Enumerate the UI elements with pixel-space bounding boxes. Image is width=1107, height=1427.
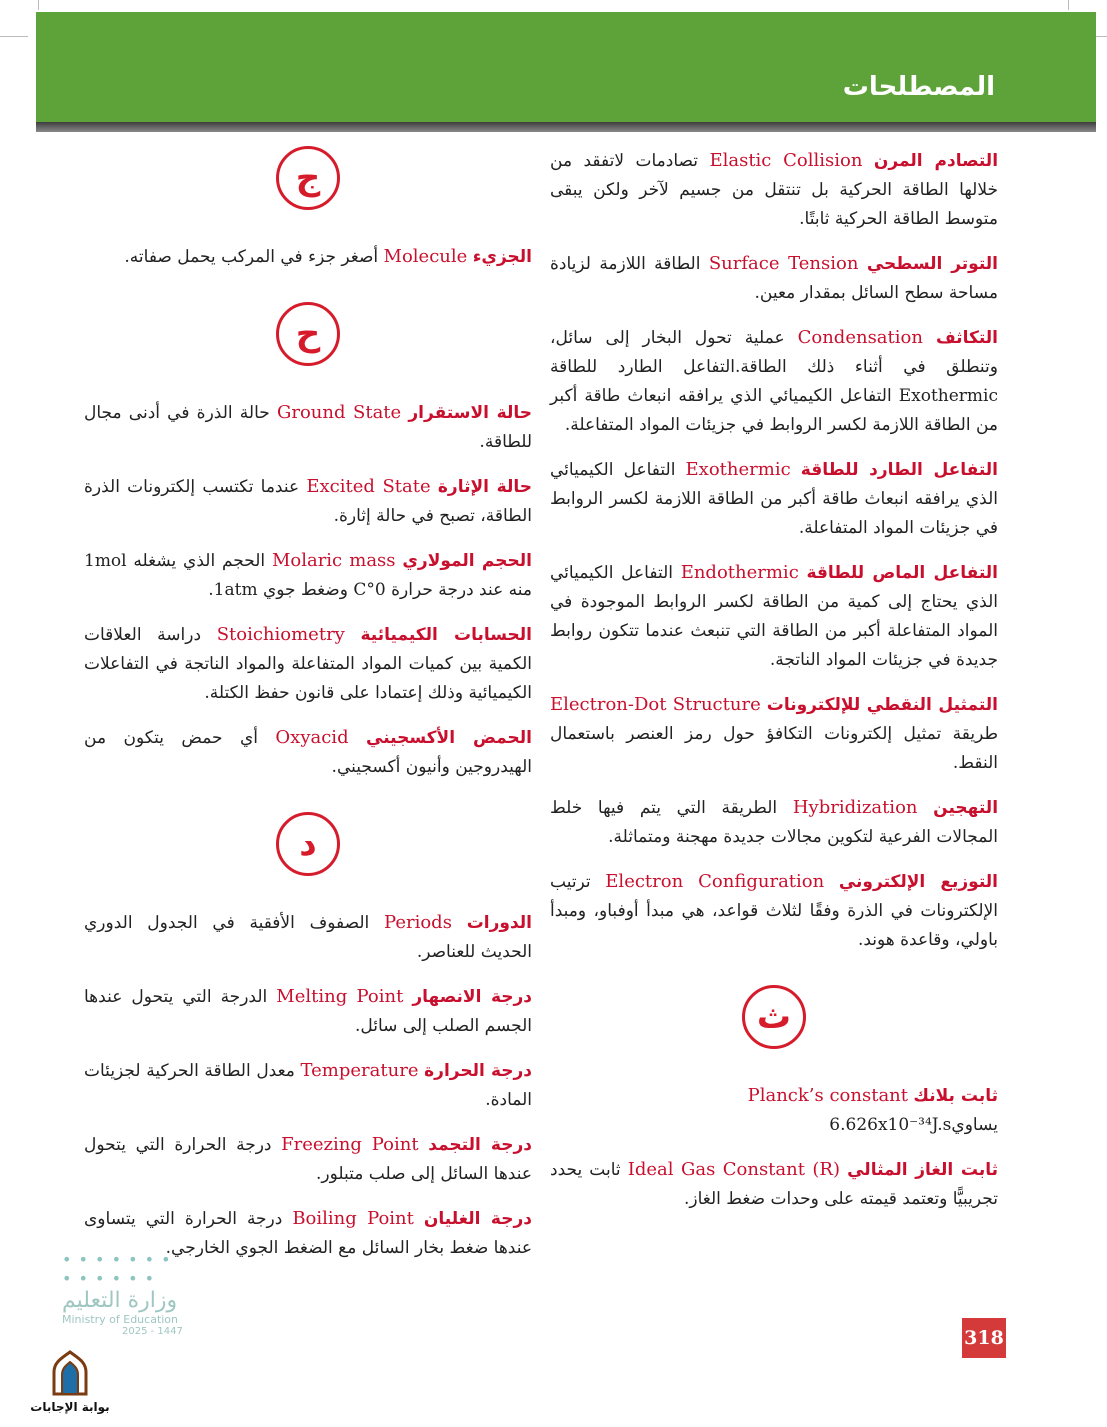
mosque-icon — [48, 1350, 92, 1396]
term-definition: تصادمات لاتفقد من خلالها الطاقة الحركية بل تنتقل من جسيم لآخر ولكن يبقى متوسط الطاقة الحركية ثابتًا. — [550, 151, 998, 229]
term-english: Endothermic — [680, 562, 799, 583]
letter-badge: ث — [742, 985, 806, 1049]
crop-mark — [1068, 0, 1069, 10]
section-letter — [84, 146, 532, 226]
page-number: 318 — [962, 1318, 1006, 1358]
glossary-entry — [550, 249, 998, 308]
term-english: Surface Tension — [708, 253, 859, 274]
term-english: Freezing Point — [281, 1134, 419, 1155]
term-english: Molecule — [383, 246, 468, 267]
glossary-entry — [550, 146, 998, 234]
crop-mark — [0, 36, 28, 37]
term-definition: الطريقة التي يتم فيها خلط المجالات الفرعية لتكوين مجالات جديدة مهجنة ومتماثلة. — [550, 798, 998, 847]
term-definition: الدرجة التي يتحول عندها الجسم الصلب إلى سائل. — [84, 987, 532, 1036]
term-arabic: التفاعل الطارد للطاقة — [800, 460, 998, 480]
site-label: بوابة الإجابات — [30, 1400, 110, 1414]
term-english: Boiling Point — [292, 1208, 414, 1229]
term-arabic: الجزيء — [472, 247, 532, 267]
term-english: Oxyacid — [275, 727, 349, 748]
ministry-year: 2025 - 1447 — [122, 1326, 183, 1337]
term-definition: أصغر جزء في المركب يحمل صفاته. — [124, 247, 379, 267]
term-english: Elastic Collision — [709, 150, 863, 171]
glossary-entry — [84, 908, 532, 967]
ministry-watermark — [62, 1250, 212, 1337]
term-arabic: التكاثف — [935, 328, 998, 348]
term-definition: التفاعل الكيميائي الذي يرافقه انبعاث طاقة أكبر من الطاقة اللازمة لكسر الروابط في جزيئات المواد المتفاعلة. — [550, 460, 998, 538]
glossary-entry — [550, 455, 998, 543]
term-arabic: درجة التجمد — [428, 1135, 532, 1155]
glossary-entry — [550, 1155, 998, 1214]
term-english: Hybridization — [792, 797, 918, 818]
term-english: Temperature — [300, 1060, 419, 1081]
section-letter — [84, 812, 532, 892]
term-arabic: الحجم المولاري — [402, 551, 532, 571]
term-english: Stoichiometry — [216, 624, 345, 645]
term-definition: حالة الذرة في أدنى مجال للطاقة. — [84, 403, 532, 452]
glossary-entry — [84, 546, 532, 605]
letter-badge: ح — [276, 302, 340, 366]
term-definition: الطاقة اللازمة لزيادة مساحة سطح السائل بمقدار معين. — [550, 254, 998, 303]
term-definition: دراسة العلاقات الكمية بين كميات المواد المتفاعلة والمواد الناتجة في التفاعلات الكيميائية وذلك إعتمادا على قانون حفظ الكتلة. — [84, 625, 532, 703]
term-definition: الحجم الذي يشغله 1mol منه عند درجة حرارة 0°C وضغط جوي 1atm. — [84, 551, 532, 600]
glossary-entry — [550, 558, 998, 675]
term-english: Periods — [384, 912, 452, 933]
term-arabic: التهجين — [933, 798, 999, 818]
term-definition: الصفوف الأفقية في الجدول الدوري الحديث للعناصر. — [84, 913, 532, 962]
term-definition: درجة الحرارة التي يتساوى عندها ضغط بخار السائل مع الضغط الجوي الخارجي. — [84, 1209, 532, 1258]
glossary-entry — [84, 723, 532, 782]
term-arabic: درجة الحرارة — [424, 1061, 533, 1081]
term-arabic: درجة الغليان — [423, 1209, 532, 1229]
term-definition: عندما تكتسب إلكترونات الذرة الطاقة، تصبح في حالة إثارة. — [84, 477, 532, 526]
glossary-entry — [550, 690, 998, 778]
term-definition: طريقة تمثيل إلكترونات التكافؤ حول رمز العنصر باستعمال النقط. — [550, 724, 998, 773]
term-arabic: التوزيع الإلكتروني — [838, 872, 998, 892]
term-definition: التفاعل الكيميائي الذي يحتاج إلى كمية من الطاقة لكسر الروابط الموجودة في المواد المتفاعلة أكبر من الطاقة التي تنبعث عندما تتكون روابط جديدة في جزيئات المواد الناتجة. — [550, 563, 998, 670]
term-arabic: الحمض الأكسجيني — [366, 728, 532, 748]
letter-badge: ج — [276, 146, 340, 210]
letter-badge: د — [276, 812, 340, 876]
ministry-logo-dots-icon: • • • • • • • • • • • • • — [62, 1250, 172, 1288]
section-letter — [84, 302, 532, 382]
term-arabic: حالة الإثارة — [437, 477, 533, 497]
term-definition: يساوي6.626x10⁻³⁴J.s — [829, 1115, 998, 1135]
glossary-entry — [84, 982, 532, 1041]
glossary-entry — [84, 1056, 532, 1115]
left-column — [84, 146, 532, 1278]
glossary-entry — [550, 793, 998, 852]
glossary-entry — [84, 1130, 532, 1189]
term-arabic: درجة الانصهار — [412, 987, 533, 1007]
site-logo — [20, 1350, 120, 1420]
term-english: Planck’s constant — [747, 1085, 909, 1106]
term-arabic: الحسابات الكيميائية — [360, 625, 533, 645]
term-arabic: ثابت بلانك — [913, 1086, 998, 1106]
term-english: Electron-Dot Structure — [550, 694, 761, 715]
header-strip — [36, 122, 1096, 132]
right-column — [550, 146, 998, 1229]
ministry-name-arabic: وزارة التعليم — [62, 1288, 178, 1313]
term-arabic: الدورات — [466, 913, 533, 933]
glossary-entry — [550, 323, 998, 440]
term-english: Excited State — [306, 476, 431, 497]
crop-mark — [38, 0, 39, 10]
glossary-entry — [84, 472, 532, 531]
term-arabic: حالة الاستقرار — [408, 403, 532, 423]
term-definition: ترتيب الإلكترونات في الذرة وفقًا لثلاث قواعد، هي مبدأ أوفباو، ومبدأ باولي، وقاعدة هوند. — [550, 872, 998, 950]
term-english: Exothermic — [685, 459, 791, 480]
term-english: Ground State — [276, 402, 402, 423]
term-english: Condensation — [797, 327, 923, 348]
ministry-name-english: Ministry of Education — [62, 1313, 179, 1326]
term-english: Ideal Gas Constant (R) — [627, 1159, 840, 1180]
term-arabic: التصادم المرن — [873, 151, 999, 171]
term-english: Electron Configuration — [605, 871, 825, 892]
glossary-entry — [84, 242, 532, 272]
term-arabic: ثابت الغاز المثالي — [847, 1160, 998, 1180]
term-arabic: التوتر السطحي — [866, 254, 998, 274]
term-english: Melting Point — [276, 986, 404, 1007]
term-definition: أي حمض يتكون من الهيدروجين وأنيون أكسجيني. — [84, 728, 532, 777]
term-english: Molaric mass — [271, 550, 396, 571]
glossary-entry — [84, 620, 532, 708]
glossary-entry — [550, 867, 998, 955]
glossary-entry — [84, 398, 532, 457]
term-definition: معدل الطاقة الحركية لجزيئات المادة. — [84, 1061, 532, 1110]
page-title: المصطلحات — [842, 72, 995, 102]
term-arabic: التفاعل الماص للطاقة — [806, 563, 999, 583]
term-definition: ثابت يحدد تجريبيًّا وتعتمد قيمته على وحدات ضغط الغاز. — [550, 1160, 998, 1209]
term-arabic: التمثيل النقطي للإلكترونات — [766, 695, 998, 715]
glossary-entry — [550, 1081, 998, 1140]
section-letter — [550, 985, 998, 1065]
header-bar — [36, 12, 1096, 122]
term-definition: درجة الحرارة التي يتحول عندها السائل إلى صلب متبلور. — [84, 1135, 532, 1184]
term-definition: عملية تحول البخار إلى سائل، وتنطلق في أثناء ذلك الطاقة.التفاعل الطارد للطاقة Exothermic التفاعل الكيميائي الذي يرافقه انبعاث طاقة أكبر من الطاقة اللازمة لكسر الروابط في جزيئات المواد المتفاعلة. — [550, 328, 998, 435]
